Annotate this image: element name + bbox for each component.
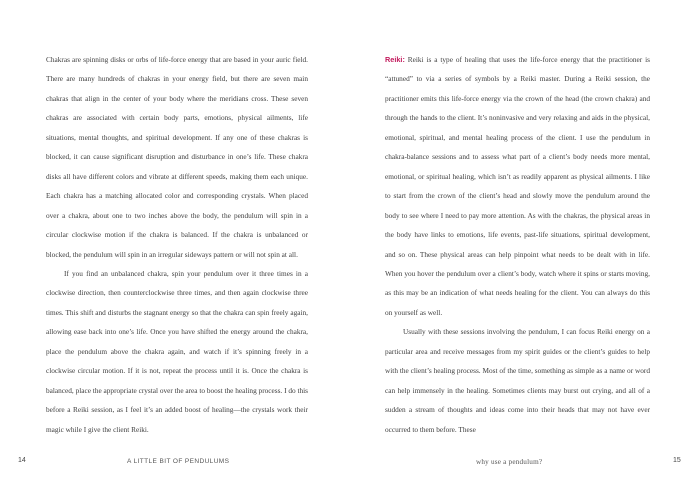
right-page bbox=[350, 0, 700, 490]
right-running-head: why use a pendulum? bbox=[476, 458, 543, 466]
reiki-term: Reiki: bbox=[385, 55, 405, 64]
right-text-column bbox=[385, 50, 650, 439]
right-paragraph-1-body: Reiki is a type of healing that uses the life-force energy that the practitioner is “attuned” to via a series of symbols by a Reiki master. During a Reiki session, the practitioner emits this life-force energy via the crown of the head (the crown chakra) and through the hands to the client. It’s noninvasive and very relaxing and aids in the physical, emotional, spiritual, and mental healing process of the client. I use the pendulum in chakra-balance sessions and to assess what part of a client’s body needs more mental, emotional, or spiritual healing, which isn’t as readily apparent as physical ailments. I like to start from the crown of the client’s head and slowly move the pendulum around the body to see where I need to pay more attention. As with the chakras, the physical areas in the body have links to emotions, life events, past-life situations, spiritual development, and so on. These physical areas can help pinpoint what needs to be dealt with in life. When you hover the pendulum over a client’s body, watch where it spins or starts moving, as this may be an indication of what needs healing for the client. You can always do this on yourself as well. bbox=[385, 55, 650, 317]
right-page-number: 15 bbox=[673, 457, 681, 464]
right-paragraph-1 bbox=[385, 50, 650, 322]
left-text-column bbox=[46, 50, 308, 439]
left-running-head: A LITTLE BIT OF PENDULUMS bbox=[127, 458, 230, 465]
right-paragraph-2: Usually with these sessions involving the pendulum, I can focus Reiki energy on a particular area and receive messages from my spirit guides or the client’s guides to help with the client’s healing process. Most of the time, something as simple as a name or word can help immensely in the healing. Sometimes clients may burst out crying, and all of a sudden a stream of thoughts and ideas come into their heads that may not have ever occurred to them before. These bbox=[385, 327, 650, 434]
left-paragraph-1: Chakras are spinning disks or orbs of life-force energy that are based in your auric field. There are many hundreds of chakras in your energy field, but there are seven main chakras that align in the center of your body where the meridians cross. These seven chakras are associated with certain body parts, emotions, physical ailments, life situations, mental thoughts, and spiritual development. If any one of these chakras is blocked, it can cause significant disruption and disturbance in one’s life. These chakra disks all have different colors and vibrate at different speeds, making them each unique. Each chakra has a matching allocated color and corresponding crystals. When placed over a chakra, about one to two inches above the body, the pendulum will spin in a circular clockwise motion if the chakra is balanced. If the chakra is unbalanced or blocked, the pendulum will spin in an irregular sideways pattern or will not spin at all. bbox=[46, 55, 308, 259]
left-paragraph-2: If you find an unbalanced chakra, spin your pendulum over it three times in a clockwise direction, then counterclockwise three times, and then again clockwise three times. This shift and disturbs the stagnant energy so that the chakra can spin freely again, allowing ease back into one’s life. Once you have shifted the energy around the chakra, place the pendulum above the chakra again, and watch if it’s spinning freely in a clockwise circular motion. If it is not, repeat the process until it is. Once the chakra is balanced, place the appropriate crystal over the area to boost the healing process. I do this before a Reiki session, as I feel it’s an added boost of healing—the crystals work their magic while I give the client Reiki. bbox=[46, 268, 308, 434]
left-page-number: 14 bbox=[18, 457, 26, 464]
